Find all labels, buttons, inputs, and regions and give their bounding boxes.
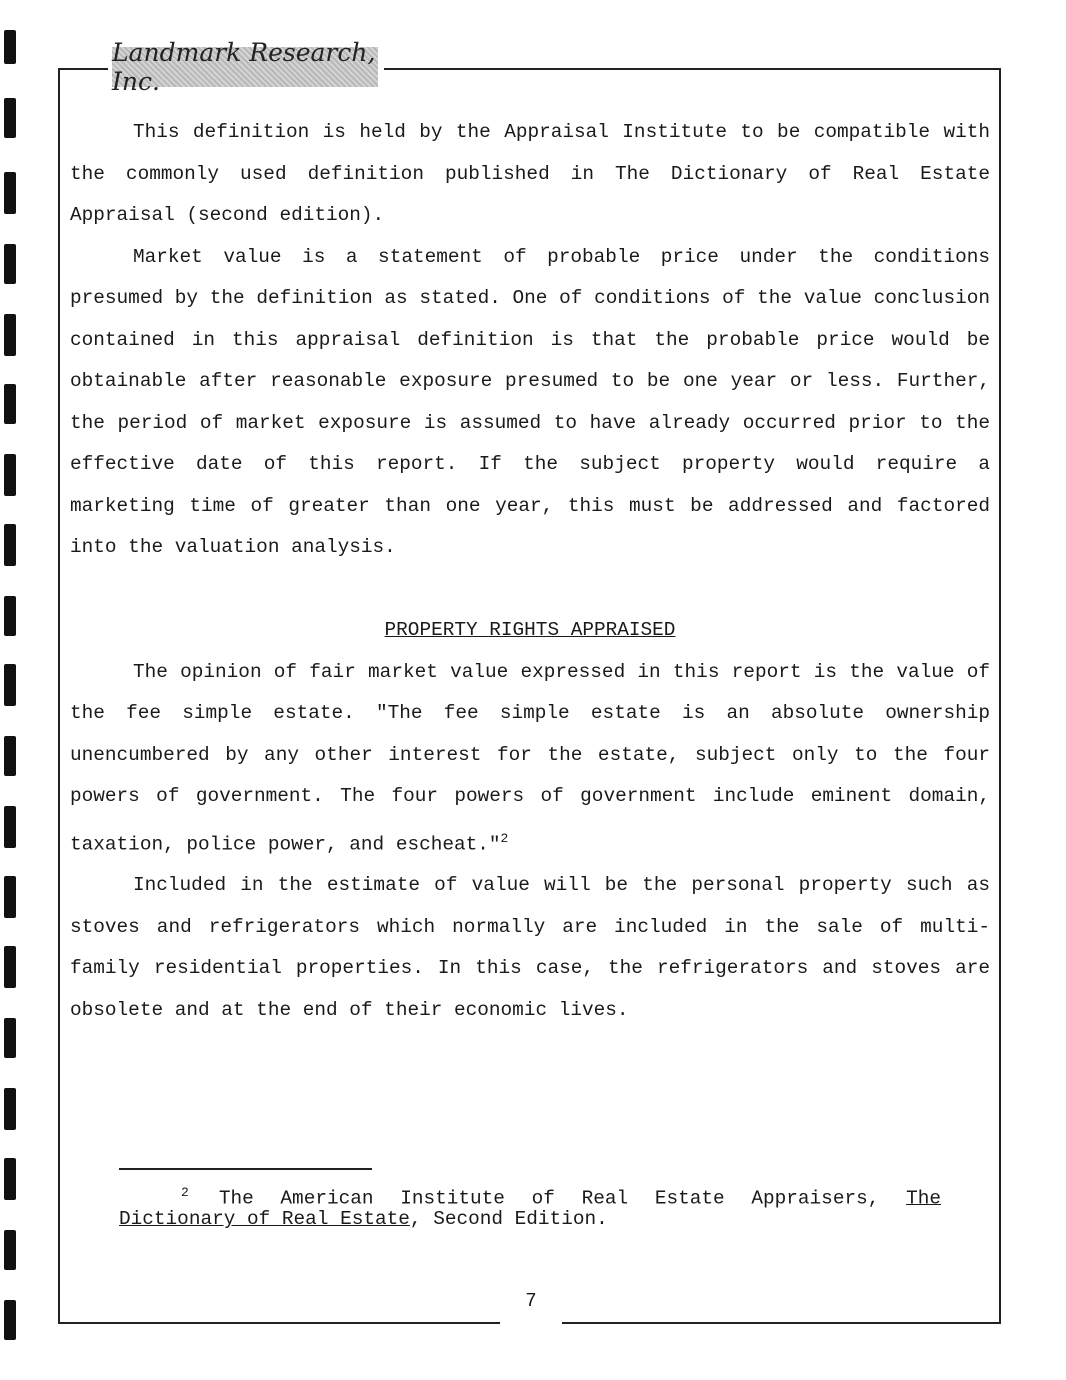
footnote-lead: The American Institute of Real Estate Appraisers, xyxy=(218,1187,880,1210)
footnote-tail: , Second Edition. xyxy=(409,1208,608,1231)
binding-mark xyxy=(4,30,16,64)
footnote-number: 2 xyxy=(181,1185,189,1200)
frame-border-bottom xyxy=(58,1322,500,1324)
binding-mark xyxy=(4,1300,16,1340)
binding-mark xyxy=(4,384,16,424)
binding-mark xyxy=(4,946,16,988)
paragraph-property-rights-text: The opinion of fair market value expressed in this report is the value of the fee simple estate. "The fee simple estate is an absolute ownership unencumbered by any other interest for the estate, subject only to the four powers of government. The four powers of government include eminent domain, taxation, police power, and escheat." xyxy=(70,660,990,855)
binding-mark xyxy=(4,244,16,284)
binding-mark xyxy=(4,454,16,496)
company-logo xyxy=(112,38,378,96)
binding-mark xyxy=(4,1018,16,1058)
footnote-reference: 2 xyxy=(500,830,509,846)
paragraph-personal-property: Included in the estimate of value will be the personal property such as stoves and refrigerators which normally are included in the sale of multi-family residential properties. In this case, the refrigerators and stoves are obsolete and at the end of their economic lives. xyxy=(70,874,990,1021)
binding-mark xyxy=(4,98,16,138)
footnote-divider xyxy=(119,1168,372,1170)
binding-mark xyxy=(4,172,16,214)
paragraph-market-value: Market value is a statement of probable price under the conditions presumed by the definition as stated. One of conditions of the value conclusion contained in this appraisal definition is that the probable price would be obtainable after reasonable exposure presumed to be one year or less. Further, the period of market exposure is assumed to have already occurred prior to the effective date of this report. If the subject property would require a marketing time of greater than one year, this must be addressed and factored into the valuation analysis. xyxy=(70,245,990,558)
binding-mark xyxy=(4,1230,16,1270)
paragraph-definition: This definition is held by the Appraisal Institute to be compatible with the commonly used definition published in The Dictionary of Real Estate Appraisal (second edition). xyxy=(70,121,990,226)
binding-mark xyxy=(4,664,16,706)
binding-mark xyxy=(4,876,16,918)
footnote-title: The Dictionary of Real Estate xyxy=(119,1187,941,1231)
frame-border-top xyxy=(384,68,1001,70)
section-heading: PROPERTY RIGHTS APPRAISED xyxy=(384,619,676,641)
frame-border-left xyxy=(58,68,60,1324)
page-number: 7 xyxy=(525,1290,537,1312)
binding-mark xyxy=(4,806,16,848)
frame-border-top xyxy=(58,68,108,70)
binding-mark xyxy=(4,524,16,566)
logo-text: Landmark Research, Inc. xyxy=(112,38,376,96)
binding-mark xyxy=(4,1088,16,1130)
binding-mark xyxy=(4,1158,16,1200)
binding-mark xyxy=(4,736,16,776)
document-body xyxy=(70,112,990,1031)
paragraph-property-rights xyxy=(70,652,990,866)
binding-mark xyxy=(4,596,16,636)
frame-border-right xyxy=(999,68,1001,1324)
binding-mark xyxy=(4,314,16,356)
footnote xyxy=(119,1182,941,1230)
frame-border-bottom xyxy=(562,1322,1001,1324)
